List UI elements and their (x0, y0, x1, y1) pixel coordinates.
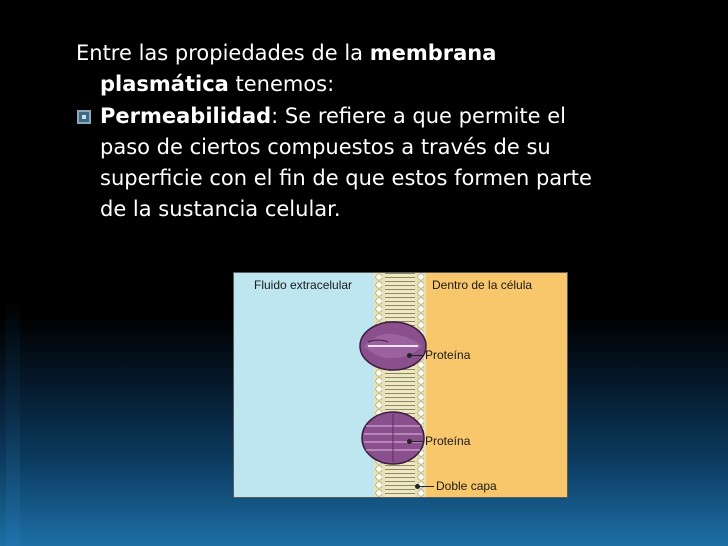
leader-protein-2 (410, 441, 424, 442)
bullet-text-4: de la sustancia celular. (100, 197, 341, 221)
intracellular-region (424, 273, 567, 497)
label-protein-2: Proteína (425, 434, 471, 448)
leader-protein-1 (410, 355, 424, 356)
intro-paragraph (76, 38, 688, 100)
square-bullet-icon (77, 110, 91, 124)
intro-text: Entre las propiedades de la (76, 41, 370, 65)
protein-1-icon (358, 320, 428, 372)
label-extracellular: Fluido extracelular (254, 278, 353, 292)
slide-body-text (76, 38, 688, 225)
bullet-text-2: paso de ciertos compuestos a través de su (100, 135, 551, 159)
bullet-item-permeabilidad (76, 101, 688, 225)
intro-bold-term-2: plasmática (100, 72, 229, 96)
label-bilayer: Doble capa (436, 479, 497, 493)
label-protein-1: Proteína (425, 348, 471, 362)
intro-bold-term: membrana (369, 41, 497, 65)
bullet-term: Permeabilidad (100, 104, 272, 128)
bullet-text-1: : Se refiere a que permite el (271, 104, 567, 128)
decorative-left-bar (6, 0, 20, 546)
intro-text-2: tenemos: (228, 72, 335, 96)
label-cell-interior: Dentro de la célula (432, 278, 533, 292)
protein-2-icon (360, 410, 426, 466)
leader-bilayer (418, 486, 434, 487)
membrane-diagram (233, 272, 568, 498)
bullet-text-3: superficie con el fin de que estos formen parte (100, 166, 592, 190)
